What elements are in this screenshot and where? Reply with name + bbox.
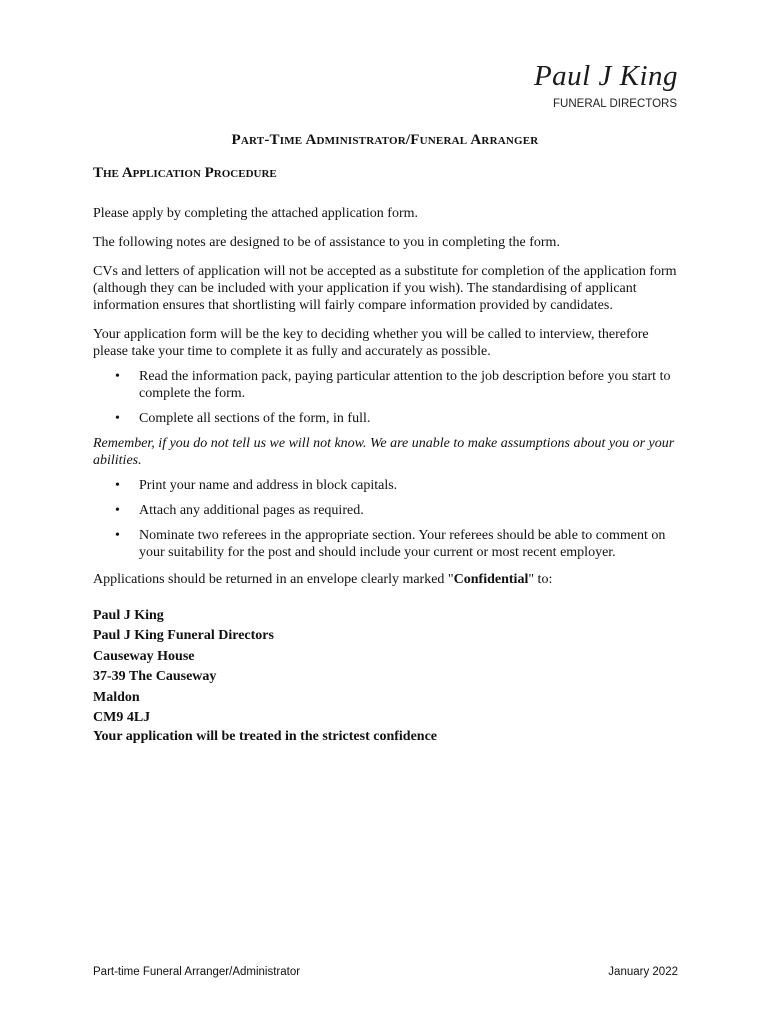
address-line: Paul J King Funeral Directors xyxy=(93,628,274,644)
remember-note: Remember, if you do not tell us we will not know. We are unable to make assumptions about you or your abilities. xyxy=(93,436,675,468)
address-line: CM9 4LJ xyxy=(93,710,151,726)
logo-script: Paul J King xyxy=(533,60,678,92)
list-item: • Print your name and address in block capitals. xyxy=(139,477,678,494)
return-note xyxy=(93,571,678,588)
body-content xyxy=(93,205,678,745)
address-block xyxy=(93,606,678,728)
confidential-label: Confidential xyxy=(453,572,529,587)
closing-statement: Your application will be treated in the strictest confidence xyxy=(93,729,438,745)
address-line: Causeway House xyxy=(93,648,195,664)
return-note-after: " to: xyxy=(528,572,553,587)
logo-subtitle: FUNERAL DIRECTORS xyxy=(553,98,677,110)
address-line: 37-39 The Causeway xyxy=(93,669,217,685)
footer-left: Part-time Funeral Arranger/Administrator xyxy=(93,966,301,978)
list-item: • Read the information pack, paying particular attention to the job description before you start to complete the form. xyxy=(139,368,678,402)
list-item: • Nominate two referees in the appropriate section. Your referees should be able to comment on your suitability for the post and should include your current or most recent employer. xyxy=(139,527,678,561)
page-title: Part-Time Administrator/Funeral Arranger xyxy=(231,132,539,148)
paragraph-notes: The following notes are designed to be of assistance to you in completing the form. xyxy=(93,235,560,250)
list-item: • Complete all sections of the form, in full. xyxy=(139,410,678,427)
footer-right: January 2022 xyxy=(608,966,678,978)
address-line: Paul J King xyxy=(93,608,164,623)
bullet-list-2 xyxy=(93,477,678,561)
paragraph-cvs: CVs and letters of application will not be accepted as a substitute for completion of the application form (although they can be included with your application if you wish). The standardising of applicant information ensures that shortlisting will fairly compare information provided by candidates. xyxy=(93,264,677,313)
paragraph-key: Your application form will be the key to deciding whether you will be called to interview, therefore please take your time to complete it as fully and accurately as possible. xyxy=(93,327,649,359)
section-heading: The Application Procedure xyxy=(93,165,277,181)
address-line: Maldon xyxy=(93,689,140,705)
return-note-before: Applications should be returned in an envelope clearly marked " xyxy=(93,572,454,587)
list-item: • Attach any additional pages as required. xyxy=(139,502,678,519)
paragraph-apply: Please apply by completing the attached application form. xyxy=(93,206,419,221)
bullet-list-1 xyxy=(93,368,678,427)
